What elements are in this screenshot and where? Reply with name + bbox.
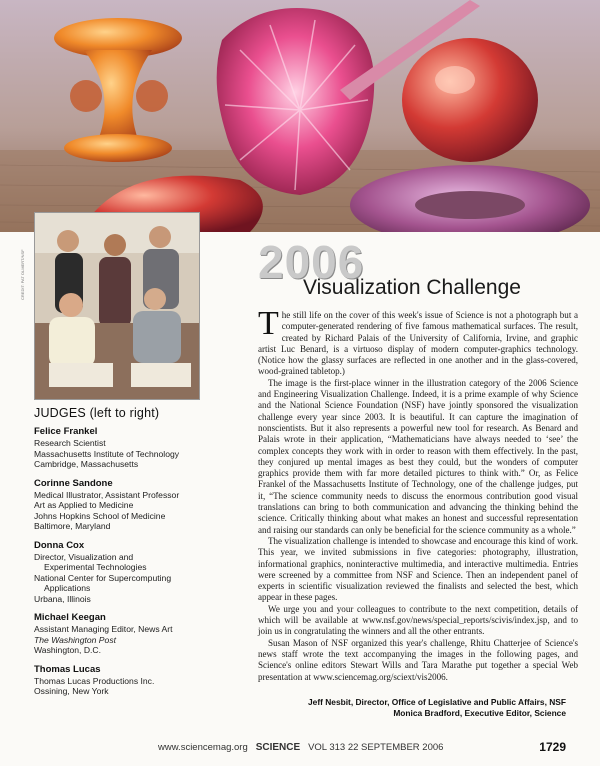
headline-year: 2006 (258, 236, 365, 288)
footer-issue: VOL 313 22 SEPTEMBER 2006 (308, 742, 444, 753)
judge-entry (34, 664, 219, 697)
drop-cap: T (258, 305, 279, 342)
signature-line: Jeff Nesbit, Director, Office of Legislative and Public Affairs, NSF (308, 697, 566, 707)
judge-line: Johns Hopkins School of Medicine (34, 510, 166, 521)
judge-line: Director, Visualization and (34, 551, 134, 562)
judge-line: National Center for Supercomputing (34, 572, 172, 583)
judge-line: Art as Applied to Medicine (34, 500, 134, 510)
article-paragraph (258, 305, 578, 378)
judge-line: Research Scientist (34, 438, 106, 448)
article-paragraph: We urge you and your colleagues to contribute to the next competition, details of which will be available at www.nsf.gov/news/special_reports/scivis/index.jsp, and to join us in congratulating the winners and all the other entrants. (258, 603, 578, 637)
judge-name: Thomas Lucas (34, 663, 101, 675)
paragraph-text: he still life on the cover of this week's issue of Science is not a photograph but a computer-generated rendering of five famous mathematical surfaces. The result, created by Richard Palais of the University of California, Irvine, and graphic artist Luc Benard, is a virtuoso display of modern computer-graphics technology. (Notice how the glassy surfaces are reflected in one another and in the glass-covered, wood-grained tabletop.) (258, 310, 578, 377)
judge-entry (34, 478, 219, 532)
article-paragraph: The visualization challenge is intended to showcase and encourage this kind of work. This year, we invited submissions in five categories: photography, illustration, informational graphics, noninteractive multimedia, and interactive multimedia. Entries were screened by a committee from NSF and Science. Then an independent panel of experts in scientific visualization reviewed the finalists and selected the best, which appear in these pages. (258, 535, 578, 603)
judges-list (34, 406, 219, 705)
judge-line: Applications (44, 583, 91, 593)
cover-image-mathematical-surfaces (0, 0, 600, 232)
judge-name: Corinne Sandone (34, 477, 113, 489)
article-paragraph: Susan Mason of NSF organized this year's challenge, Rhitu Chatterjee of Science's news staff wrote the text accompanying the images in the following pages, and Science's online editors Stewart Wills and Tara Marathe put together a special Web presentation at www.sciencemag.org/sciext/vis2006. (258, 637, 578, 682)
signature-line: Monica Bradford, Executive Editor, Science (393, 708, 566, 718)
judges-heading: JUDGES (left to right) (34, 406, 160, 420)
signatures (308, 697, 566, 719)
judge-line: Thomas Lucas Productions Inc. (34, 675, 155, 686)
judge-line: Experimental Technologies (44, 562, 147, 572)
judge-line: Cambridge, Massachusetts (34, 459, 139, 469)
judge-line: Medical Illustrator, Assistant Professor (34, 489, 180, 500)
judge-name: Felice Frankel (34, 426, 98, 437)
judge-line: Urbana, Illinois (34, 593, 91, 604)
footer-info (158, 742, 443, 753)
judge-entry (34, 612, 219, 656)
page-footer (0, 739, 600, 759)
judge-name: Michael Keegan (34, 612, 106, 623)
article-paragraph: The image is the first-place winner in the illustration category of the 2006 Science and Engineering Visualization Challenge. Indeed, it is a prime example of why Science and the National Science Foundation (NSF) have jointly sponsored the visualization challenge every year since 2003. It is beautiful. It can capture the imagination of nonscientists. But it also represents a powerful new tool for research. As Benard and Palais wrote in their application, “Mathematicians have always needed to ‘see’ the complex concepts they work with in order to reason with them effectively. In the past, they conjured up mental images as best they could, but the wonders of computer graphics provide them with far more detailed pictures to think with.” Or, as Felice Frankel of the Massachusetts Institute of Technology, one of the challenge judges, put it, “The science community needs to discuss the enormous contribution good visual translations can bring to both communication and advancing the thinking behind the science. Critically thinking about what makes an honest and successful representation and raising our standards can only be beneficial for the science community as a whole.” (258, 377, 578, 535)
judge-line: Assistant Managing Editor, News Art (34, 624, 173, 634)
page-number: 1729 (539, 740, 566, 754)
headline-title: Visualization Challenge (303, 276, 521, 299)
judge-line: Massachusetts Institute of Technology (34, 448, 180, 459)
footer-journal: SCIENCE (255, 742, 301, 753)
photo-credit: CREDIT: PAT OLMERT/NSF (20, 249, 25, 300)
judge-line: Washington, D.C. (34, 645, 102, 655)
judge-line: Ossining, New York (34, 686, 109, 696)
judge-line: The Washington Post (34, 634, 117, 645)
judge-entry (34, 426, 219, 470)
article-body (258, 305, 578, 683)
footer-url: www.sciencemag.org (158, 742, 248, 753)
judges-photo (34, 212, 200, 400)
judge-line: Baltimore, Maryland (34, 521, 111, 531)
judge-entry (34, 540, 219, 605)
judge-name: Donna Cox (34, 539, 85, 551)
